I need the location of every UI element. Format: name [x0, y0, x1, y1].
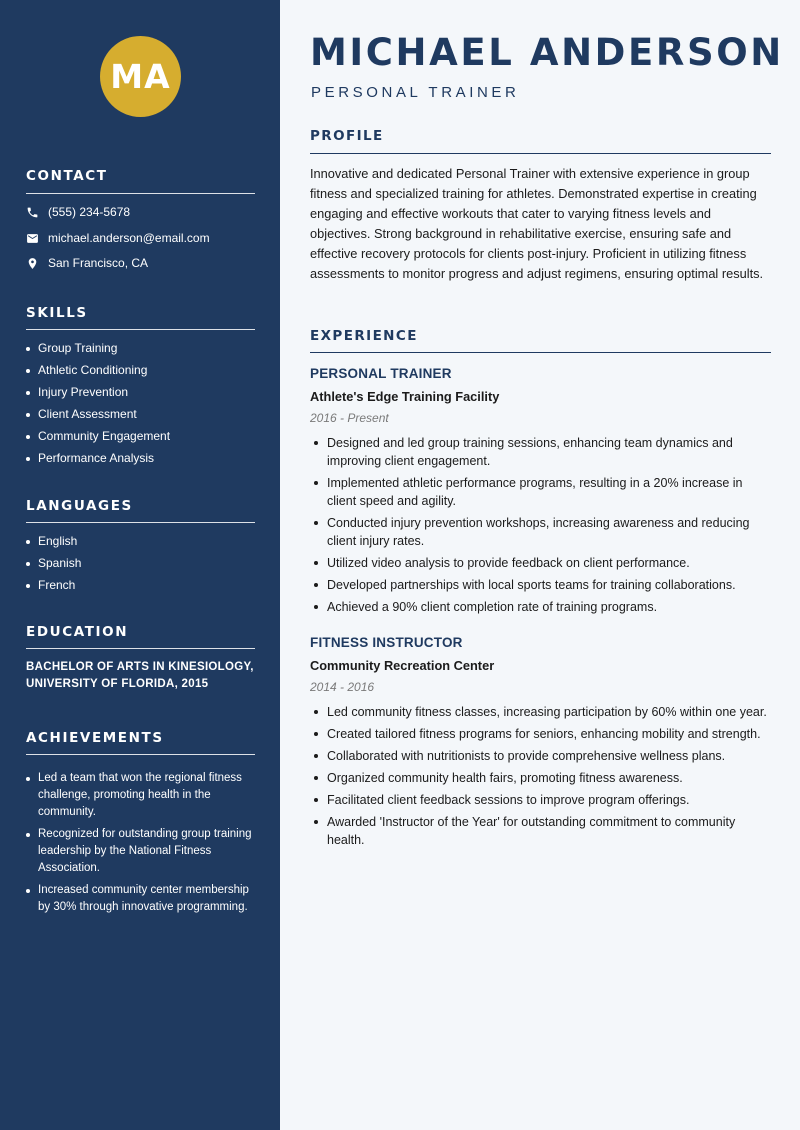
job-bullet: Conducted injury prevention workshops, increasing awareness and reducing client injury rates. [310, 514, 772, 550]
job-title: PERSONAL TRAINER [310, 366, 452, 381]
email-text: michael.anderson@email.com [48, 231, 210, 245]
main-content [280, 0, 800, 1130]
sidebar [0, 0, 280, 1130]
skill-item: Performance Analysis [26, 451, 170, 473]
contact-email [26, 231, 210, 245]
achievements-heading: ACHIEVEMENTS [26, 730, 164, 746]
person-name: MICHAEL ANDERSON [310, 31, 784, 74]
education-line-2: UNIVERSITY OF FLORIDA, 2015 [26, 678, 209, 690]
skills-divider [26, 329, 255, 330]
job-bullet: Facilitated client feedback sessions to improve program offerings. [310, 791, 772, 809]
avatar-initials: MA [110, 57, 171, 96]
achievement-item: Led a team that won the regional fitness challenge, promoting health in the community. [26, 770, 258, 821]
languages-heading: LANGUAGES [26, 498, 133, 514]
contact-heading: CONTACT [26, 168, 108, 184]
location-pin-icon [26, 257, 39, 270]
achievements-list [26, 770, 258, 921]
job-dates: 2014 - 2016 [310, 680, 375, 694]
contact-location [26, 256, 148, 270]
person-role: PERSONAL TRAINER [311, 84, 520, 101]
job-bullet: Collaborated with nutritionists to provide comprehensive wellness plans. [310, 747, 772, 765]
job-bullet: Implemented athletic performance programs, resulting in a 20% increase in client speed and agility. [310, 474, 772, 510]
job-bullet: Organized community health fairs, promoting fitness awareness. [310, 769, 772, 787]
email-icon [26, 232, 39, 245]
job-dates: 2016 - Present [310, 411, 389, 425]
education-degree [26, 659, 266, 693]
location-text: San Francisco, CA [48, 256, 149, 270]
experience-divider [310, 352, 771, 353]
achievements-divider [26, 754, 255, 755]
skill-item: Client Assessment [26, 407, 170, 429]
avatar [100, 36, 181, 117]
job-bullet: Developed partnerships with local sports teams for training collaborations. [310, 576, 772, 594]
profile-heading: PROFILE [310, 128, 384, 144]
contact-phone [26, 205, 130, 219]
job-bullets [310, 703, 772, 853]
job-bullet: Created tailored fitness programs for seniors, enhancing mobility and strength. [310, 725, 772, 743]
education-divider [26, 648, 255, 649]
skill-item: Injury Prevention [26, 385, 170, 407]
language-item: English [26, 534, 81, 556]
job-title: FITNESS INSTRUCTOR [310, 635, 463, 650]
education-line-1: BACHELOR OF ARTS IN KINESIOLOGY, [26, 661, 254, 673]
skill-item: Athletic Conditioning [26, 363, 170, 385]
contact-divider [26, 193, 255, 194]
job-bullet: Led community fitness classes, increasing participation by 60% within one year. [310, 703, 772, 721]
job-bullet: Awarded 'Instructor of the Year' for outstanding commitment to community health. [310, 813, 772, 849]
skill-item: Group Training [26, 341, 170, 363]
job-bullet: Designed and led group training sessions, enhancing team dynamics and improving client engagement. [310, 434, 772, 470]
skill-item: Community Engagement [26, 429, 170, 451]
languages-list [26, 534, 81, 600]
experience-heading: EXPERIENCE [310, 328, 418, 344]
education-heading: EDUCATION [26, 624, 129, 640]
phone-text: (555) 234-5678 [48, 205, 131, 219]
profile-text: Innovative and dedicated Personal Trainer with extensive experience in group fitness and specialized training for athletes. Demonstrated expertise in creating engaging and effective workouts that cater to varying fitness levels and objectives. Strong background in rehabilitative exercise, ensuring safe and effective recovery protocols for clients post-injury. Proficient in utilizing fitness assessments to monitor progress and adjust regimens, ensuring optimal results. [310, 166, 764, 281]
job-company: Athlete's Edge Training Facility [310, 389, 500, 404]
job-bullet: Achieved a 90% client completion rate of training programs. [310, 598, 772, 616]
achievement-item: Increased community center membership by 30% through innovative programming. [26, 882, 258, 916]
profile-divider [310, 153, 771, 154]
languages-divider [26, 522, 255, 523]
job-bullet: Utilized video analysis to provide feedback on client performance. [310, 554, 772, 572]
job-company: Community Recreation Center [310, 658, 495, 673]
language-item: Spanish [26, 556, 81, 578]
language-item: French [26, 578, 81, 600]
skills-heading: SKILLS [26, 305, 88, 321]
skills-list [26, 341, 170, 473]
achievement-item: Recognized for outstanding group training leadership by the National Fitness Association. [26, 826, 258, 877]
job-bullets [310, 434, 772, 620]
phone-icon [26, 206, 39, 219]
